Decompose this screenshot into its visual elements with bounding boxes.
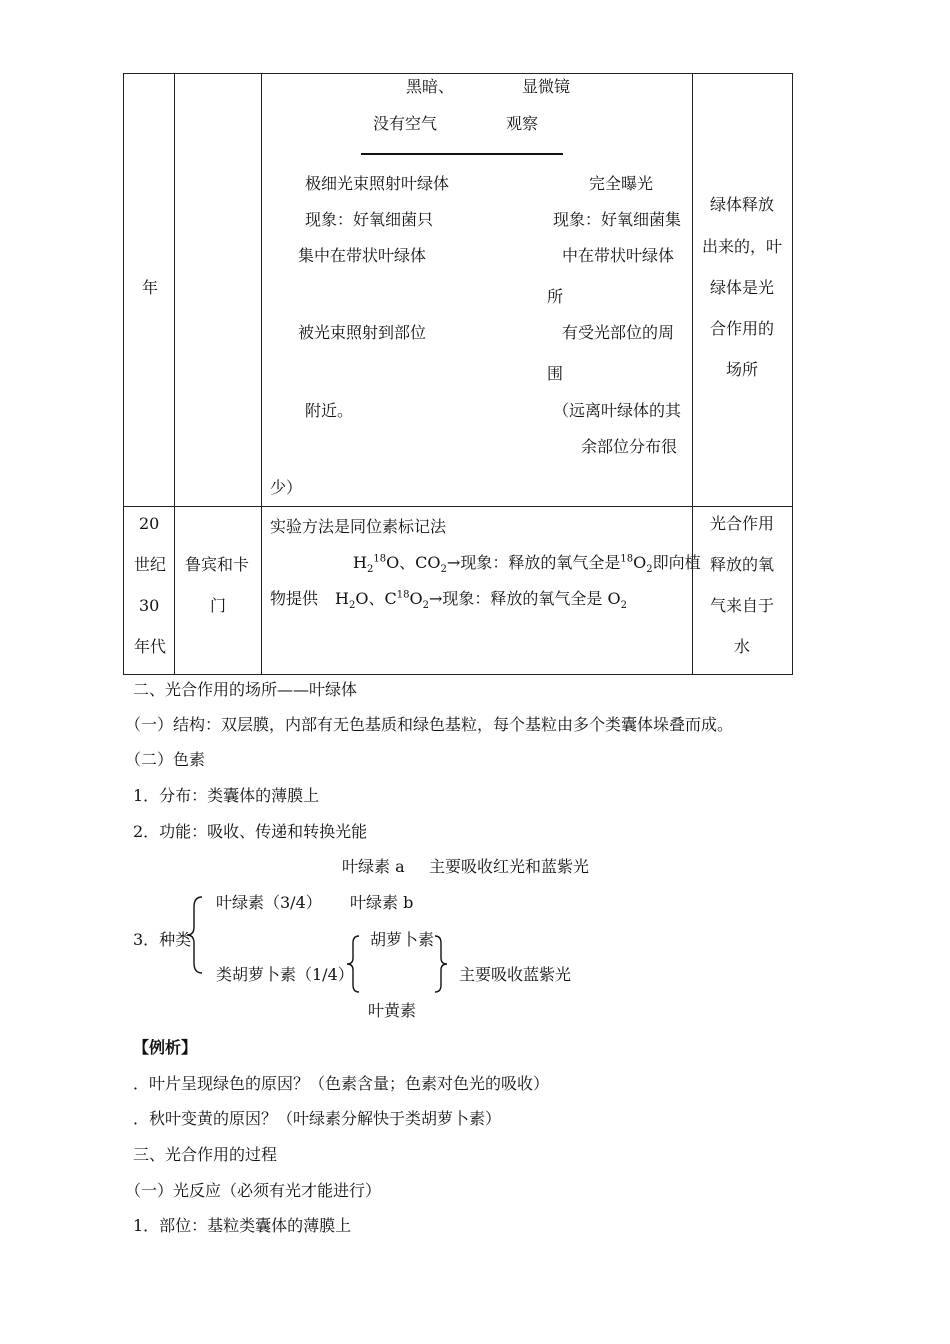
year-line: 年代: [134, 637, 167, 656]
paragraph: （一）结构：双层膜，内部有无色基质和绿色基粒，每个基粒由多个类囊体垛叠而成。: [125, 715, 734, 734]
year-text: 年: [142, 278, 159, 297]
right-observation: 余部位分布很: [581, 437, 678, 456]
conclusion-line: 水: [734, 637, 751, 656]
conclusion-line: 绿体是光: [710, 278, 775, 297]
example-heading: 【例析】: [133, 1038, 198, 1057]
conclusion-line: 光合作用: [710, 514, 775, 533]
year-cell: [124, 74, 175, 507]
experiment-label: 黑暗、: [406, 77, 455, 96]
left-observation: 被光束照射到部位: [298, 323, 427, 342]
right-observation: 少）: [270, 478, 303, 497]
conclusion-line: 出来的，叶: [702, 237, 783, 256]
right-observation: 围: [547, 364, 564, 383]
paragraph: 1．分布：类囊体的薄膜上: [133, 786, 320, 805]
paragraph: 3．种类: [133, 930, 192, 949]
year-line: 30: [139, 596, 160, 615]
divider-line: [361, 153, 563, 155]
pigment-label: 胡萝卜素: [370, 930, 435, 949]
pigment-label: 叶绿素 a: [342, 857, 405, 876]
pigment-label: 类胡萝卜素（1/4）: [216, 965, 354, 984]
history-table: [123, 73, 793, 675]
pigment-label: 叶绿素 b: [350, 893, 414, 912]
conclusion-line: 场所: [726, 360, 759, 379]
right-observation: 完全曝光: [589, 174, 654, 193]
table-row: [124, 74, 793, 507]
paragraph: 2．功能：吸收、传递和转换光能: [133, 822, 368, 841]
conclusion-line: 合作用的: [710, 319, 775, 338]
person-line: 门: [210, 596, 227, 615]
experiment-label: 观察: [506, 114, 539, 133]
person-cell: [175, 74, 262, 507]
formula-line-2: 物提供 $H_2O$、$C^{18}O_2\to$现象：释放的氧气全是 $O_2$: [270, 589, 627, 612]
experiment-label: 没有空气: [373, 114, 438, 133]
conclusion-cell: [693, 507, 793, 675]
method-text: 实验方法是同位素标记法: [270, 517, 447, 536]
conclusion-line: 气来自于: [710, 596, 775, 615]
conclusion-line: 释放的氧: [710, 555, 775, 574]
formula-line-1: $H_2^{18}O$、$CO_2\to$现象：释放的氧气全是$^{18}O_2$即向植: [353, 553, 701, 576]
right-brace-icon: [432, 934, 450, 994]
pigment-label: 叶绿素（3/4）: [216, 893, 322, 912]
experiment-label: 显微镜: [522, 77, 571, 96]
question: ．秋叶变黄的原因？（叶绿素分解快于类胡萝卜素）: [133, 1109, 502, 1128]
right-observation: 现象：好氧细菌集: [553, 210, 682, 229]
subheading: （一）光反应（必须有光才能进行）: [125, 1181, 382, 1200]
right-observation: （远离叶绿体的其: [553, 401, 682, 420]
left-observation: 现象：好氧细菌只: [305, 210, 434, 229]
person-cell: [175, 507, 262, 675]
section-heading: 二、光合作用的场所——叶绿体: [133, 680, 358, 699]
pigment-note: 主要吸收红光和蓝紫光: [429, 857, 590, 876]
right-observation: 有受光部位的周: [562, 323, 675, 342]
right-observation: 所: [547, 287, 564, 306]
section-heading: 三、光合作用的过程: [133, 1145, 278, 1164]
year-line: 世纪: [134, 555, 167, 574]
left-observation: 集中在带状叶绿体: [298, 246, 427, 265]
right-observation: 中在带状叶绿体: [562, 246, 675, 265]
paragraph: 1．部位：基粒类囊体的薄膜上: [133, 1216, 352, 1235]
year-line: 20: [139, 514, 160, 533]
left-brace-icon: [184, 895, 206, 975]
left-brace-icon: [344, 934, 362, 994]
left-observation: 附近。: [305, 401, 354, 420]
left-observation: 极细光束照射叶绿体: [305, 174, 450, 193]
subheading: （二）色素: [125, 750, 206, 769]
person-line: 鲁宾和卡: [185, 555, 250, 574]
conclusion-cell: [693, 74, 793, 507]
year-cell: [124, 507, 175, 675]
pigment-note: 主要吸收蓝紫光: [459, 965, 572, 984]
pigment-label: 叶黄素: [368, 1001, 417, 1020]
conclusion-line: 绿体释放: [710, 195, 775, 214]
question: ．叶片呈现绿色的原因？（色素含量；色素对色光的吸收）: [133, 1074, 550, 1093]
